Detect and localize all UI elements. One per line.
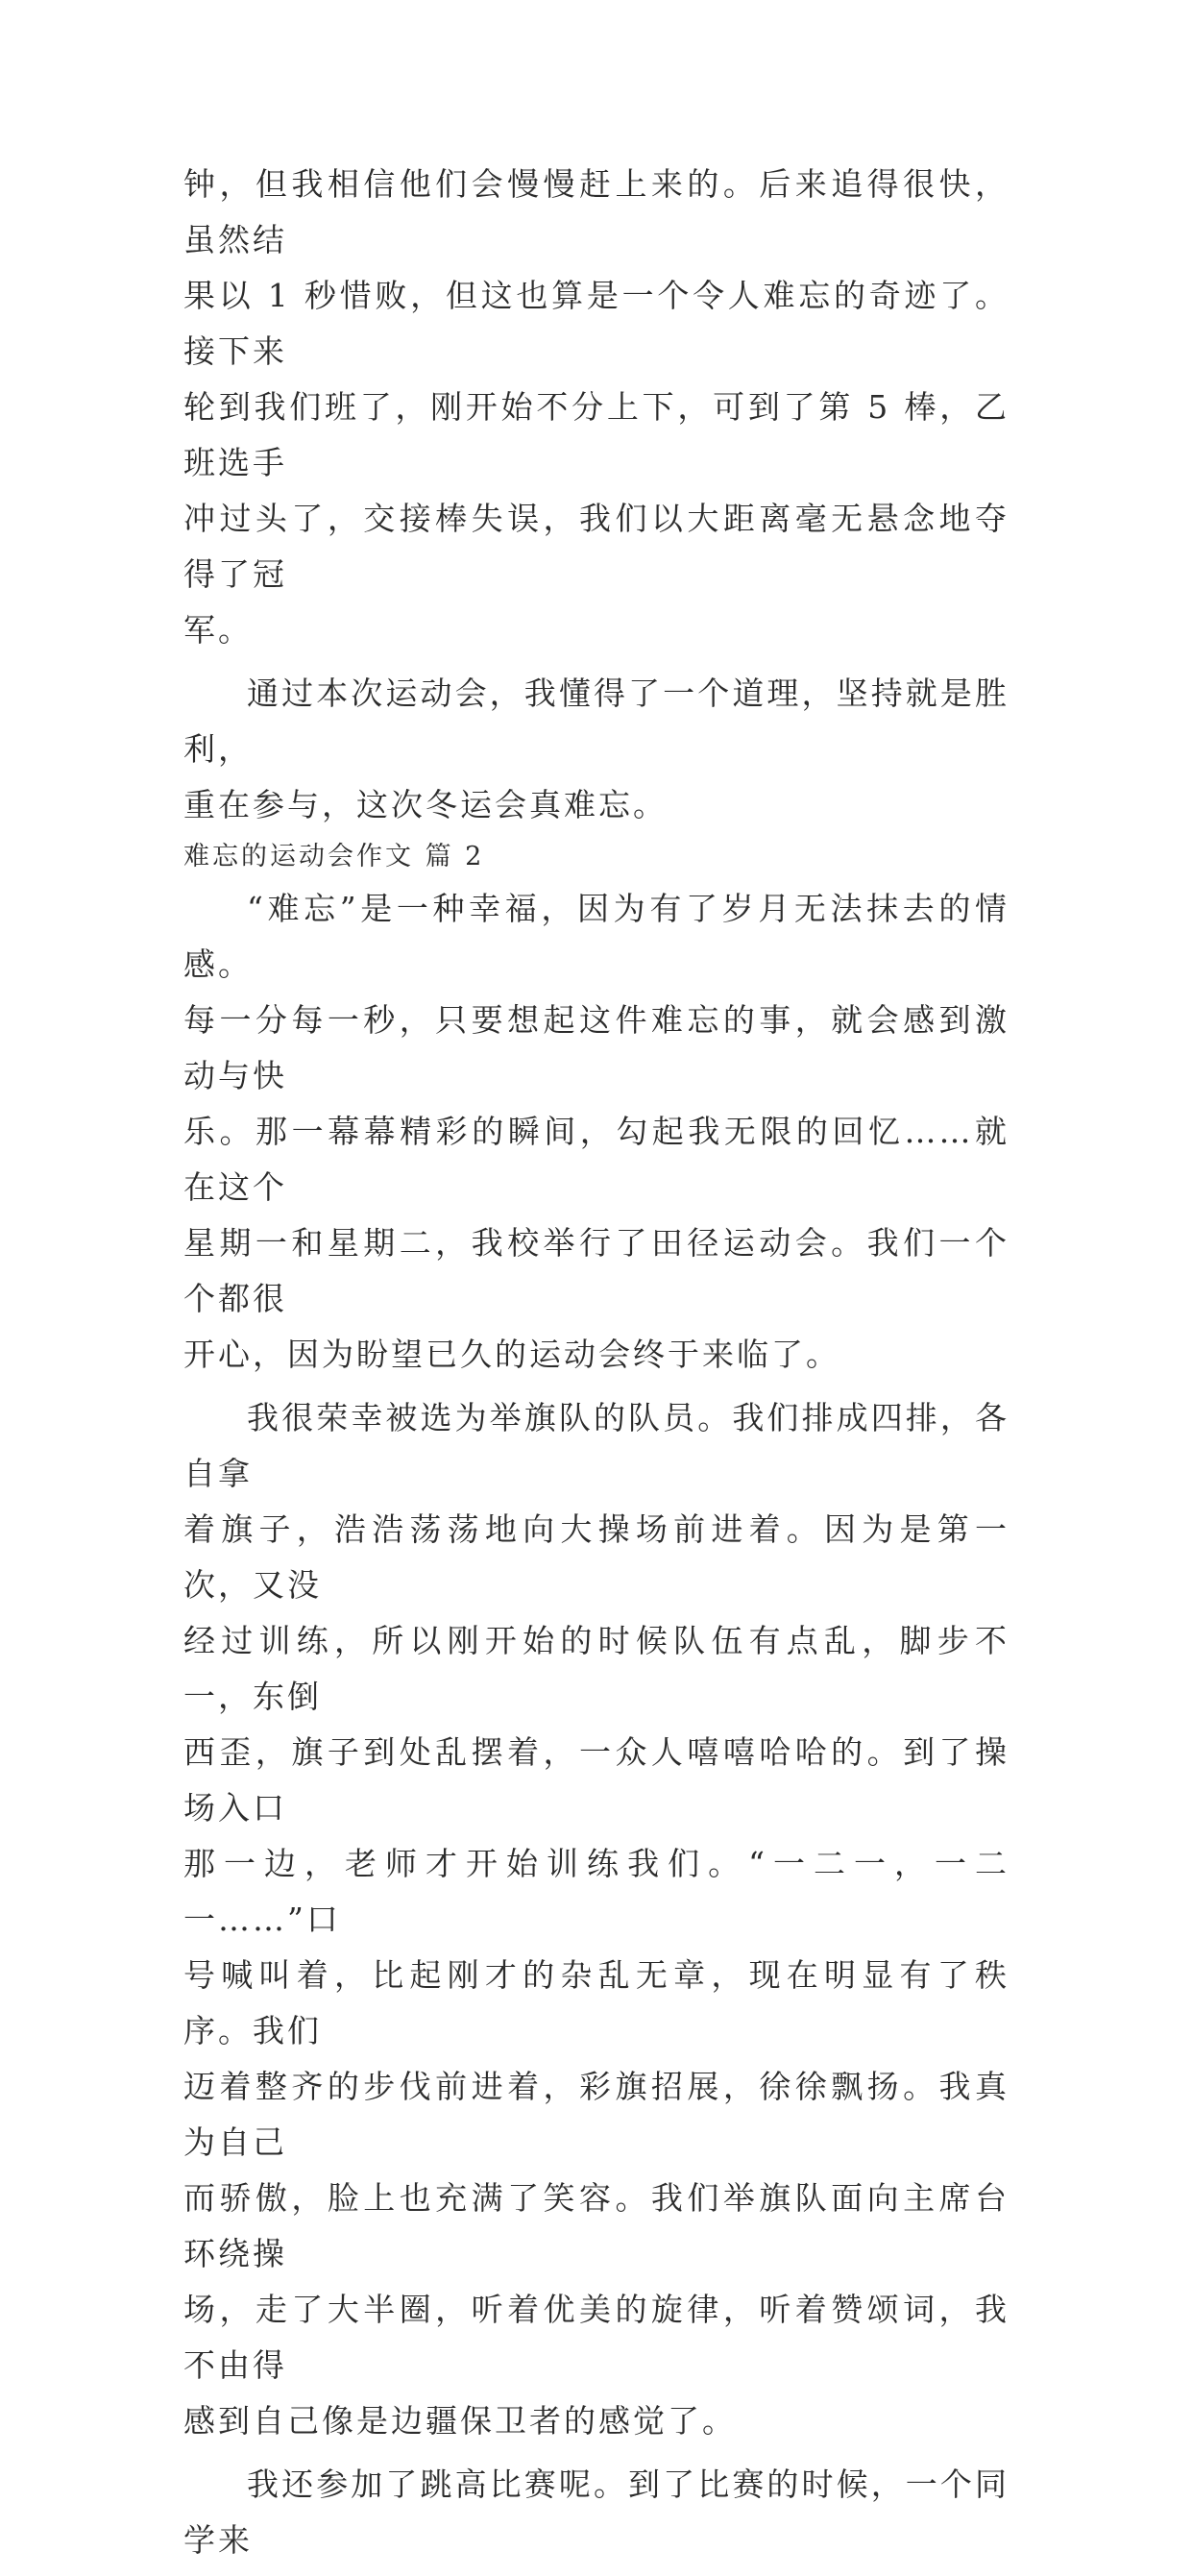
paragraph-5: 我还参加了跳高比赛呢。到了比赛的时候，一个同学来	[183, 2466, 1010, 2559]
document-body	[183, 157, 1010, 2576]
section-heading: 难忘的运动会作文 篇 2	[183, 842, 485, 871]
paragraph-4: 我很荣幸被选为举旗队的队员。我们排成四排，各自拿 着旗子，浩浩荡荡地向大操场前进着。因为是第一次，又没 经过训练，所以刚开始的时候队伍有点乱，脚步不一，东倒 西歪，旗子到处乱摆着，一众人嘻嘻哈哈的。到了操场入口 那一边，老师才开始训练我们。“一二一，一二一……”口 号喊叫着，比起刚才的杂乱无章，现在明显有了秩序。我们 迈着整齐的步伐前进着，彩旗招展，徐徐飘扬。我真为自己 而骄傲，脸上也充满了笑容。我们举旗队面向主席台环绕操 场，走了大半圈，听着优美的旋律，听着赞颂词，我不由得 感到自己像是边疆保卫者的感觉了。	[183, 1399, 1010, 2440]
paragraph-1: 钟，但我相信他们会慢慢赶上来的。后来追得很快，虽然结 果以 1 秒惜败，但这也算是一个令人难忘的奇迹了。接下来 轮到我们班了，刚开始不分上下，可到了第 5 棒，乙班选手 冲过头了，交接棒失误，我们以大距离毫无悬念地夺得了冠 军。	[183, 165, 1010, 649]
paragraph-3: “难忘”是一种幸福，因为有了岁月无法抹去的情感。 每一分每一秒，只要想起这件难忘的事，就会感到激动与快 乐。那一幕幕精彩的瞬间，勾起我无限的回忆……就在这个 星期一和星期二，我校举行了田径运动会。我们一个个都很 开心，因为盼望已久的运动会终于来临了。	[183, 890, 1010, 1373]
paragraph-2: 通过本次运动会，我懂得了一个道理，坚持就是胜利， 重在参与，这次冬运会真难忘。	[183, 675, 1010, 823]
